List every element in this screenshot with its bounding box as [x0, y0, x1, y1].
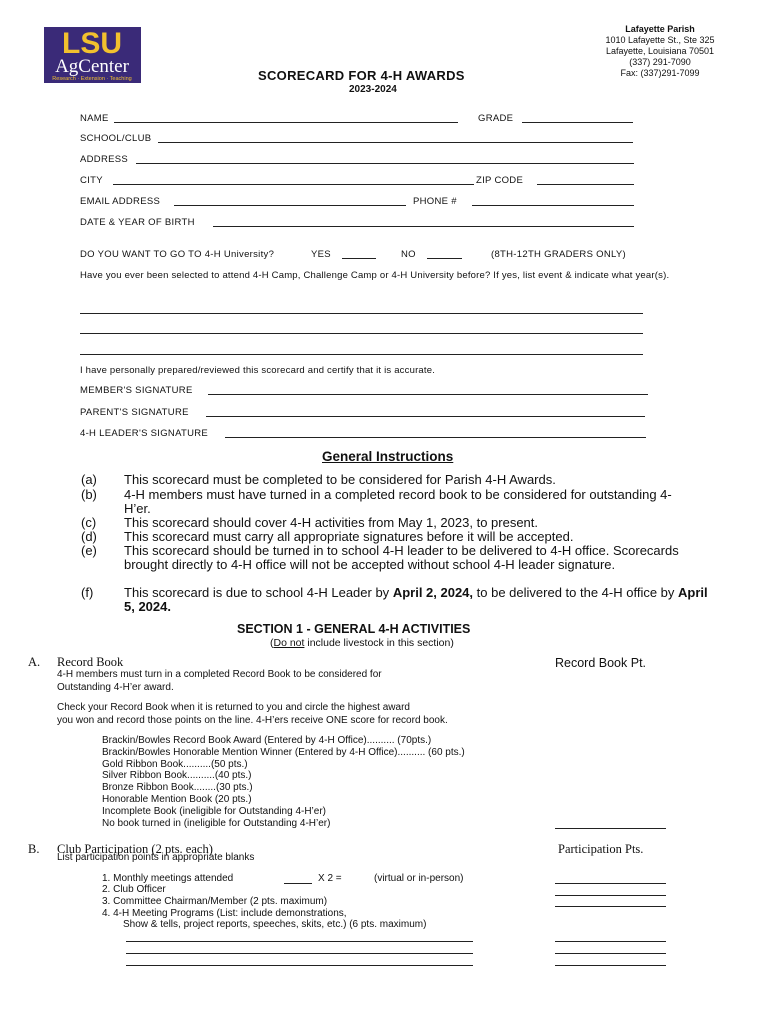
- dob-label: DATE & YEAR OF BIRTH: [80, 217, 195, 228]
- record-book-desc-2: Outstanding 4-H’er award.: [57, 681, 174, 693]
- camp-answer-line-3[interactable]: [80, 354, 643, 355]
- logo-lsu-text: LSU: [62, 27, 122, 60]
- due-date-office: April 5, 2024.: [124, 585, 708, 614]
- phone-input-line[interactable]: [472, 205, 634, 206]
- section-1-title: SECTION 1 - GENERAL 4-H ACTIVITIES: [237, 622, 471, 636]
- record-book-option[interactable]: Brackin/Bowles Record Book Award (Entered by 4-H Office).......... (70pts.): [102, 735, 432, 746]
- instruction-e-text: This scorecard should be turned in to school 4-H leader to be delivered to 4-H office. Scorecards brought directly to 4-H office will not be accepted without school 4-H leader signature.: [124, 543, 679, 572]
- section-1-note-open: (: [270, 637, 274, 649]
- page-title: SCORECARD FOR 4-H AWARDS: [258, 68, 465, 83]
- no-input-line[interactable]: [427, 258, 462, 259]
- record-book-check-1: Check your Record Book when it is returned to you and circle the highest award: [57, 702, 410, 713]
- club-item-1-mult: X 2 =: [318, 873, 342, 884]
- record-book-option[interactable]: Silver Ribbon Book..........(40 pts.): [102, 770, 252, 782]
- instruction-c-tag: (c): [81, 515, 97, 530]
- school-label: SCHOOL/CLUB: [80, 133, 152, 144]
- club-letter: B.: [28, 842, 40, 856]
- record-book-option[interactable]: No book turned in (ineligible for Outstanding 4-H’er): [102, 817, 331, 829]
- certify-statement: I have personally prepared/reviewed this scorecard and certify that it is accurate.: [80, 365, 436, 376]
- zip-input-line[interactable]: [537, 184, 634, 185]
- section-1-note: [270, 637, 454, 649]
- email-input-line[interactable]: [174, 205, 406, 206]
- instruction-f-mid: to be delivered to the 4-H office by: [473, 585, 679, 600]
- club-points-label: Participation Pts.: [558, 842, 644, 856]
- address-input-line[interactable]: [136, 163, 634, 164]
- page-year: 2023-2024: [349, 84, 397, 95]
- section-1-note-rest: include livestock in this section): [304, 637, 454, 649]
- club-item-1-points-line[interactable]: [555, 883, 666, 884]
- office-address: [580, 24, 740, 79]
- leader-signature-label: 4-H LEADER'S SIGNATURE: [80, 428, 209, 439]
- instruction-a-text: This scorecard must be completed to be considered for Parish 4-H Awards.: [124, 472, 556, 487]
- address-label: ADDRESS: [80, 154, 129, 165]
- record-book-option[interactable]: Gold Ribbon Book..........(50 pts.): [102, 758, 248, 770]
- instruction-f-pre: This scorecard is due to school 4-H Leader by: [124, 585, 393, 600]
- record-book-desc: [57, 669, 382, 694]
- email-label: EMAIL ADDRESS: [80, 196, 161, 207]
- club-title: Club Participation (2 pts. each): [57, 842, 213, 856]
- instruction-b-text: 4-H members must have turned in a completed record book to be considered for outstanding 4-H’er.: [124, 487, 672, 516]
- club-item-1-note: (virtual or in-person): [374, 873, 464, 884]
- record-book-option[interactable]: Honorable Mention Book (20 pts.): [102, 793, 252, 805]
- yes-label: YES: [311, 249, 331, 260]
- instruction-a-tag: (a): [81, 472, 97, 487]
- name-input-line[interactable]: [114, 122, 458, 123]
- yes-input-line[interactable]: [342, 258, 376, 259]
- camp-answer-line-1[interactable]: [80, 313, 643, 314]
- member-signature-line[interactable]: [208, 394, 648, 395]
- meetings-count-line[interactable]: [284, 883, 312, 884]
- lsu-agcenter-logo: [44, 27, 141, 83]
- grades-only-note: (8TH-12TH GRADERS ONLY): [491, 249, 626, 260]
- club-item-4-cont: Show & tells, project reports, speeches, skits, etc.) (6 pts. maximum): [123, 919, 427, 930]
- club-item-3: 3. Committee Chairman/Member (2 pts. maximum): [102, 896, 328, 907]
- record-book-check-2: you won and record those points on the line. 4-H’ers receive ONE score for record book.: [57, 714, 448, 726]
- general-instructions-title: General Instructions: [322, 449, 454, 464]
- instruction-b-tag: (b): [81, 487, 97, 502]
- university-question: DO YOU WANT TO GO TO 4-H University?: [80, 249, 275, 260]
- camp-question: Have you ever been selected to attend 4-H Camp, Challenge Camp or 4-H University before? If yes, list event & indicate what year(s).: [80, 270, 670, 281]
- name-label: NAME: [80, 113, 109, 124]
- city-label: CITY: [80, 175, 103, 186]
- dob-input-line[interactable]: [213, 226, 634, 227]
- parent-signature-line[interactable]: [206, 416, 645, 417]
- office-fax: Fax: (337)291-7099: [620, 68, 700, 78]
- address-line-1: 1010 Lafayette St., Ste 325: [605, 35, 715, 45]
- zip-label: ZIP CODE: [476, 175, 524, 186]
- program-list-line-1[interactable]: [126, 941, 473, 942]
- no-label: NO: [401, 249, 416, 260]
- office-name: Lafayette Parish: [625, 24, 695, 34]
- member-signature-label: MEMBER'S SIGNATURE: [80, 385, 193, 396]
- record-book-options: [102, 735, 465, 829]
- parent-signature-label: PARENT'S SIGNATURE: [80, 407, 189, 418]
- grade-input-line[interactable]: [522, 122, 633, 123]
- program-points-line-2[interactable]: [555, 953, 666, 954]
- record-book-option[interactable]: Incomplete Book (ineligible for Outstanding 4-H’er): [102, 805, 326, 817]
- instruction-d-text: This scorecard must carry all appropriate signatures before it will be accepted.: [124, 529, 574, 544]
- record-book-option[interactable]: Bronze Ribbon Book........(30 pts.): [102, 782, 253, 794]
- program-points-line-3[interactable]: [555, 965, 666, 966]
- record-book-points-line[interactable]: [555, 828, 666, 829]
- section-1-note-emphasis: Do not: [273, 637, 305, 649]
- logo-tagline: Research · Extension · Teaching: [52, 76, 132, 82]
- club-item-2-points-line[interactable]: [555, 895, 666, 896]
- record-book-points-label: Record Book Pt.: [555, 656, 647, 670]
- instruction-f-text: [124, 586, 714, 614]
- program-points-line-1[interactable]: [555, 941, 666, 942]
- due-date-leader: April 2, 2024,: [392, 585, 474, 600]
- record-book-option[interactable]: Brackin/Bowles Honorable Mention Winner (Entered by 4-H Office).......... (60 pts.): [102, 746, 465, 758]
- school-input-line[interactable]: [158, 142, 633, 143]
- club-item-3-points-line[interactable]: [555, 906, 666, 907]
- record-book-title: Record Book: [57, 655, 124, 669]
- instruction-c-text: This scorecard should cover 4-H activities from May 1, 2023, to present.: [124, 515, 539, 530]
- instruction-d-tag: (d): [81, 529, 97, 544]
- club-item-2: 2. Club Officer: [102, 884, 166, 895]
- phone-label: PHONE #: [413, 196, 457, 207]
- program-list-line-2[interactable]: [126, 953, 473, 954]
- club-item-1: 1. Monthly meetings attended: [102, 873, 234, 884]
- address-line-2: Lafayette, Louisiana 70501: [605, 46, 715, 56]
- record-book-letter: A.: [28, 655, 41, 669]
- program-list-line-3[interactable]: [126, 965, 473, 966]
- leader-signature-line[interactable]: [225, 437, 646, 438]
- record-book-check: [57, 702, 448, 727]
- club-desc: List participation points in appropriate blanks: [57, 852, 255, 863]
- record-book-desc-1: 4-H members must turn in a completed Record Book to be considered for: [57, 669, 382, 680]
- instruction-e-tag: (e): [81, 543, 97, 558]
- city-input-line[interactable]: [113, 184, 474, 185]
- office-phone: (337) 291-7090: [629, 57, 691, 67]
- instruction-f-tag: (f): [81, 585, 94, 600]
- club-item-4: 4. 4-H Meeting Programs (List: include demonstrations,: [102, 908, 347, 919]
- camp-answer-line-2[interactable]: [80, 333, 643, 334]
- grade-label: GRADE: [478, 113, 514, 124]
- logo-agcenter-text: AgCenter: [55, 56, 129, 77]
